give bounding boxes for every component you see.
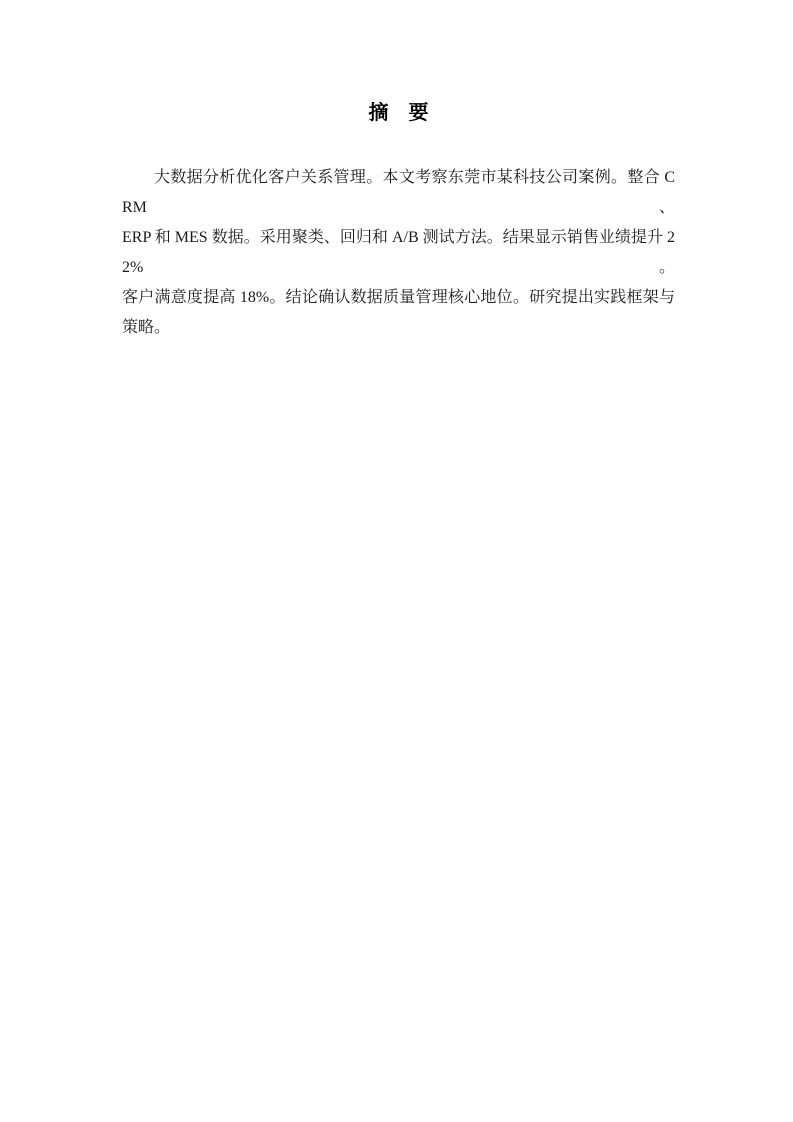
abstract-line-4: 策略。	[122, 319, 171, 336]
abstract-line-1: 大数据分析优化客户关系管理。本文考察东莞市某科技公司案例。整合 CRM、	[122, 169, 675, 216]
page-title: 摘 要	[368, 102, 429, 124]
abstract-line-2: ERP 和 MES 数据。采用聚类、回归和 A/B 测试方法。结果显示销售业绩提升 22%。	[122, 229, 675, 276]
abstract-line-3: 客户满意度提高 18%。结论确认数据质量管理核心地位。研究提出实践框架与	[122, 289, 675, 306]
abstract-paragraph	[122, 163, 675, 343]
